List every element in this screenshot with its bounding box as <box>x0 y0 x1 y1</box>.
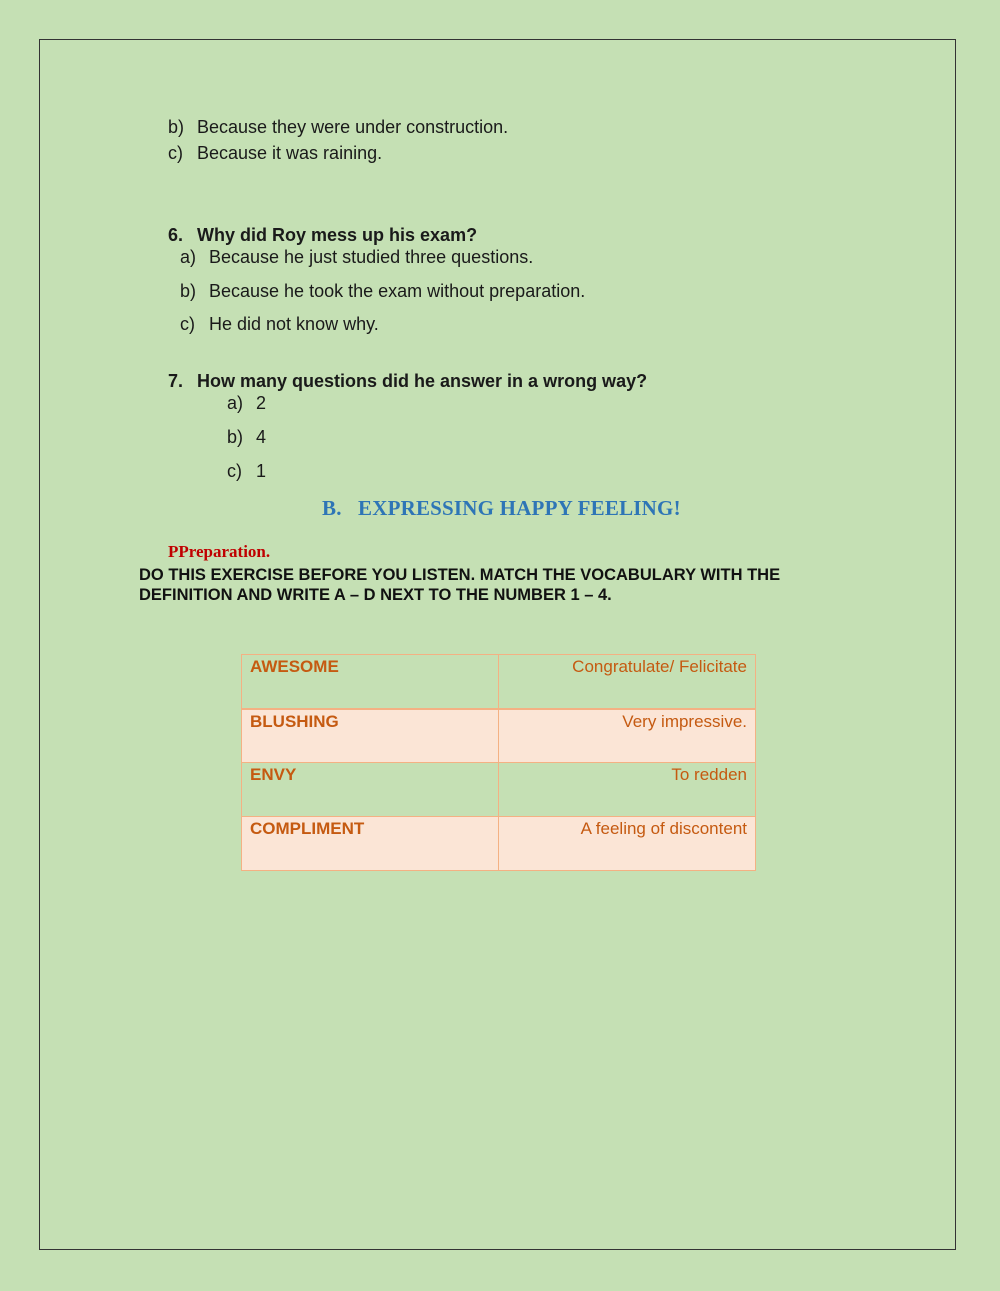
option-text: 4 <box>256 427 267 447</box>
vocab-term: COMPLIMENT <box>242 817 499 871</box>
question-6-title <box>168 225 477 246</box>
section-letter: B. <box>322 496 342 520</box>
option-marker: b) <box>180 281 197 301</box>
option-text: Because he took the exam without preparation. <box>209 281 586 301</box>
option-text: 2 <box>256 393 267 413</box>
vocabulary-table <box>241 654 756 871</box>
vocab-definition: Congratulate/ Felicitate <box>498 655 755 709</box>
q5-option-c <box>168 143 382 164</box>
vocab-definition: To redden <box>498 763 755 817</box>
option-marker: a) <box>227 393 244 413</box>
table-row <box>242 655 756 709</box>
question-text: How many questions did he answer in a wrong way? <box>197 371 648 391</box>
option-marker: b) <box>168 117 185 137</box>
q6-option-b <box>180 281 585 302</box>
q7-option-a <box>227 393 266 414</box>
option-text: Because they were under construction. <box>197 117 509 137</box>
section-b-heading <box>322 496 681 521</box>
table-row <box>242 817 756 871</box>
option-marker: c) <box>180 314 195 334</box>
exercise-instruction: DO THIS EXERCISE BEFORE YOU LISTEN. MATCH THE VOCABULARY WITH THE DEFINITION AND WRITE A – D NEXT TO THE NUMBER 1 – 4. <box>139 566 781 604</box>
option-text: Because he just studied three questions. <box>209 247 534 267</box>
vocab-definition: Very impressive. <box>498 709 755 763</box>
option-marker: c) <box>168 143 183 163</box>
vocab-term: AWESOME <box>242 655 499 709</box>
vocab-definition: A feeling of discontent <box>498 817 755 871</box>
q6-option-c <box>180 314 379 335</box>
q7-option-b <box>227 427 266 448</box>
option-marker: a) <box>180 247 197 267</box>
q5-option-b <box>168 117 508 138</box>
q6-option-a <box>180 247 533 268</box>
option-text: 1 <box>256 461 267 481</box>
question-number: 7. <box>168 371 184 391</box>
question-number: 6. <box>168 225 184 245</box>
page-border <box>39 39 956 1250</box>
vocab-term: ENVY <box>242 763 499 817</box>
option-text: He did not know why. <box>209 314 379 334</box>
option-marker: b) <box>227 427 244 447</box>
option-marker: c) <box>227 461 242 481</box>
question-7-title <box>168 371 647 392</box>
table-row <box>242 709 756 763</box>
section-title: EXPRESSING HAPPY FEELING! <box>358 496 681 520</box>
table-row <box>242 763 756 817</box>
vocab-term: BLUSHING <box>242 709 499 763</box>
option-text: Because it was raining. <box>197 143 383 163</box>
preparation-label: PPreparation. <box>168 542 271 561</box>
q7-option-c <box>227 461 266 482</box>
question-text: Why did Roy mess up his exam? <box>197 225 478 245</box>
